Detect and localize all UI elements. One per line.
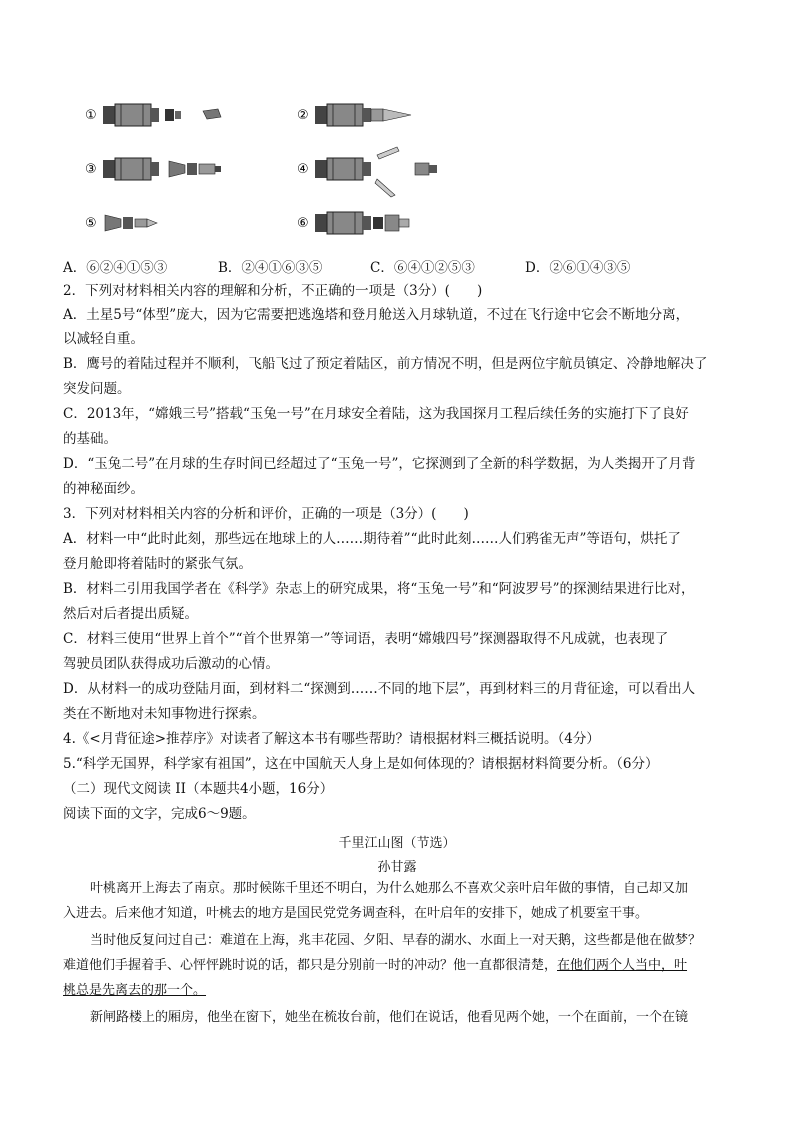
rocket-3 [103,158,221,180]
rocket-6 [315,212,409,234]
q3-option-a: A．材料一中“此时此刻，那些远在地球上的人……期待着”“此时此刻……人们鸦雀无声”等语句，烘托了 [63,531,681,547]
figure-label-5: ⑤ [85,216,97,231]
passage-p2-line2 [63,957,733,975]
q2-option-d-cont: 的神秘面纱。 [63,481,144,497]
q1-option-d: D．②⑥①④③⑤ [525,260,631,276]
q2-option-c-cont: 的基础。 [63,431,117,447]
passage-title: 千里江山图（节选） [338,836,456,851]
passage-p2-line1: 当时他反复问过自己：难道在上海，兆丰花园、夕阳、早春的湖水、水面上一对天鹅，这些都是他在做梦？ [90,933,702,948]
rocket-4 [315,147,437,197]
passage-p2-line3: 桃总是先离去的那一个。 [63,983,207,998]
q3-option-b-cont: 然后对后者提出质疑。 [63,606,198,622]
q4-stem: 4.《<月背征途>推荐序》对读者了解这本书有哪些帮助？请根据材料三概括说明。（4分） [63,731,600,747]
rocket-stages-figure [85,95,445,245]
q1-option-b: B．②④①⑥③⑤ [218,260,323,276]
q2-option-b-cont: 突发问题。 [63,381,131,397]
q3-option-b: B．材料二引用我国学者在《科学》杂志上的研究成果，将“玉兔一号”和“阿波罗号”的探测结果进行比对， [63,581,695,597]
q3-option-a-cont: 登月舱即将着陆时的紧张气氛。 [63,556,252,572]
figure-label-4: ④ [297,162,309,177]
q2-option-d: D．“玉兔二号”在月球的生存时间已经超过了“玉兔一号”，它探测到了全新的科学数据，为人类揭开了月背 [63,456,696,472]
q3-option-c: C．材料三使用“世界上首个”“首个世界第一”等词语，表明“嫦娥四号”探测器取得不凡成就，也表现了 [63,631,669,647]
q2-stem: 2．下列对材料相关内容的理解和分析，不正确的一项是（3分）( ) [63,283,483,299]
rocket-2 [315,104,411,126]
figure-label-2: ② [297,108,309,123]
q2-option-c: C．2013年，“嫦娥三号”搭载“玉兔一号”在月球安全着陆，这为我国探月工程后续任务的实施打下了良好 [63,406,689,422]
q2-option-a-cont: 以减轻自重。 [63,331,144,347]
q2-option-a: A．土星5号“体型”庞大，因为它需要把逃逸塔和登月舱送入月球轨道，不过在飞行途中它会不断地分离， [63,307,690,323]
section-2-heading: （二）现代文阅读 II（本题共4小题，16分） [63,781,334,797]
reading-instruction: 阅读下面的文字，完成6～9题。 [63,806,256,822]
passage-author: 孙甘露 [377,860,417,875]
q3-option-d: D．从材料一的成功登陆月面，到材料二“探测到……不同的地下层”，再到材料三的月背征途，可以看出人 [63,681,696,697]
passage-p2-text: 难道他们手握着手、心怦怦跳时说的话，都只是分别前一时的冲动？他一直都很清楚， [63,958,558,973]
q1-option-a: A．⑥②④①⑤③ [63,260,168,276]
q3-option-c-cont: 驾驶员团队获得成功后激动的心情。 [63,656,279,672]
passage-p1-line2: 入进去。后来他才知道，叶桃去的地方是国民党党务调查科，在叶启年的安排下，她成了机要室干事。 [63,906,649,921]
passage-p3-line1: 新闸路楼上的厢房，他坐在窗下，她坐在梳妆台前，他们在说话，他看见两个她，一个在面前，一个在镜 [90,1010,689,1025]
q1-options [63,256,763,276]
figure-label-1: ① [85,108,97,123]
figure-label-6: ⑥ [297,216,309,231]
q2-option-b: B．鹰号的着陆过程并不顺利，飞船飞过了预定着陆区，前方情况不明，但是两位宇航员镇定、冷静地解决了 [63,356,708,372]
passage-underlined-sentence: 在他们两个人当中，叶 [557,958,688,973]
rocket-1 [103,104,221,126]
q3-option-d-cont: 类在不断地对未知事物进行探索。 [63,706,266,722]
q5-stem: 5.“科学无国界，科学家有祖国”，这在中国航天人身上是如何体现的？请根据材料简要分析。（6分） [63,756,659,772]
q3-stem: 3．下列对材料相关内容的分析和评价，正确的一项是（3分）( ) [63,506,469,522]
q1-option-c: C．⑥④①②⑤③ [370,260,475,276]
rocket-5 [105,215,157,231]
passage-p1-line1: 叶桃离开上海去了南京。那时候陈千里还不明白，为什么她那么不喜欢父亲叶启年做的事情，自己却又加 [90,881,689,896]
figure-label-3: ③ [85,162,97,177]
